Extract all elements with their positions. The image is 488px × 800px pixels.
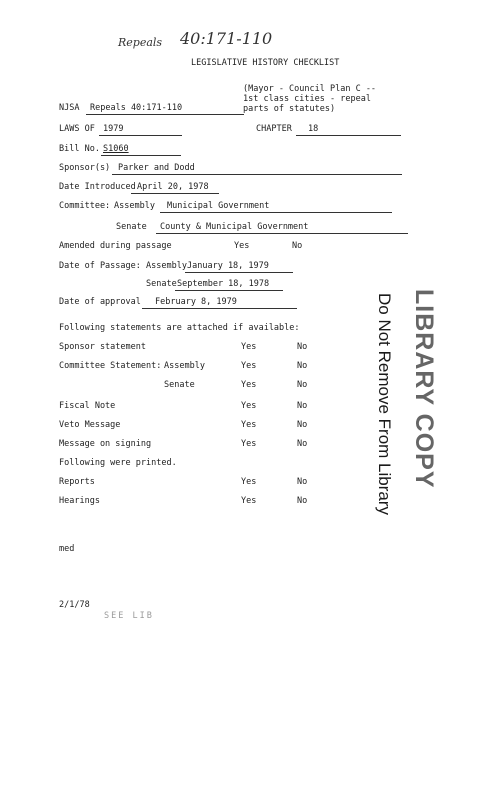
committee-statement-label: Committee Statement: [59,361,162,371]
committee-statement-assembly-yes: Yes [241,361,257,371]
bill-no-value: S1060 [103,144,129,154]
bill-no-underline [101,155,181,156]
message-on-signing-no: No [297,439,308,449]
sponsor-statement-no: No [297,342,308,352]
handwritten-repeals-note: Repeals [118,36,163,49]
sponsor-statement-label: Sponsor statement [59,342,146,352]
veto-message-no: No [297,420,308,430]
hearings-yes: Yes [241,496,257,506]
hearings-label: Hearings [59,496,100,506]
document-title: LEGISLATIVE HISTORY CHECKLIST [191,58,340,68]
committee-label: Committee: [59,201,111,211]
njsa-underline [86,114,244,115]
committee-statement-assembly-no: No [297,361,308,371]
committee-statement-senate-yes: Yes [241,380,257,390]
library-copy-stamp: LIBRARY COPY [410,289,438,489]
note-line-3: parts of statutes) [243,104,336,114]
date-introduced-label: Date Introduced [59,182,136,192]
veto-message-label: Veto Message [59,420,121,430]
veto-message-yes: Yes [241,420,257,430]
committee-senate-label: Senate [116,222,147,232]
committee-senate-value: County & Municipal Government [160,222,309,232]
handwritten-statute-number: 40:171-110 [180,29,273,48]
committee-statement-senate-no: No [297,380,308,390]
do-not-remove-stamp: Do Not Remove From Library [375,293,394,516]
passage-senate-label: Senate [146,279,177,289]
laws-of-value: 1979 [103,124,124,134]
note-line-2: 1st class cities - repeal [243,94,371,104]
sponsors-value: Parker and Dodd [118,163,195,173]
date-of-passage-label: Date of Passage: [59,261,141,271]
committee-senate-underline [156,233,408,234]
hearings-no: No [297,496,308,506]
laws-of-underline [99,135,182,136]
laws-of-label: LAWS OF [59,124,95,134]
amended-no: No [292,241,303,251]
message-on-signing-label: Message on signing [59,439,152,449]
passage-assembly-value: January 18, 1979 [187,261,269,271]
sponsors-underline [112,174,402,175]
reports-label: Reports [59,477,95,487]
committee-statement-assembly-label: Assembly [164,361,205,371]
sponsors-label: Sponsor(s) [59,163,111,173]
reports-yes: Yes [241,477,257,487]
initials: med [59,544,75,554]
njsa-value: Repeals 40:171-110 [90,103,183,113]
passage-senate-value: September 18, 1978 [177,279,270,289]
fiscal-note-label: Fiscal Note [59,401,116,411]
date-introduced-value: April 20, 1978 [137,182,209,192]
committee-assembly-label: Assembly [114,201,155,211]
committee-assembly-underline [160,212,392,213]
date-of-approval-value: February 8, 1979 [155,297,237,307]
chapter-underline [296,135,401,136]
passage-senate-underline [175,290,283,291]
amended-yes: Yes [234,241,250,251]
statements-heading: Following statements are attached if available: [59,323,300,333]
bill-no-label: Bill No. [59,144,100,154]
fiscal-note-no: No [297,401,308,411]
chapter-label: CHAPTER [256,124,292,134]
message-on-signing-yes: Yes [241,439,257,449]
passage-assembly-label: Assembly [146,261,187,271]
committee-statement-senate-label: Senate [164,380,195,390]
passage-assembly-underline [185,272,293,273]
date-stamp: 2/1/78 [59,600,90,610]
printed-heading: Following were printed. [59,458,177,468]
date-of-approval-underline [142,308,297,309]
sponsor-statement-yes: Yes [241,342,257,352]
committee-assembly-value: Municipal Government [167,201,270,211]
note-line-1: (Mayor - Council Plan C -- [243,84,377,94]
reports-no: No [297,477,308,487]
faint-mark: SEE LIB [104,611,154,621]
date-introduced-underline [131,193,219,194]
chapter-value: 18 [308,124,319,134]
amended-label: Amended during passage [59,241,172,251]
date-of-approval-label: Date of approval [59,297,141,307]
fiscal-note-yes: Yes [241,401,257,411]
njsa-label: NJSA [59,103,80,113]
